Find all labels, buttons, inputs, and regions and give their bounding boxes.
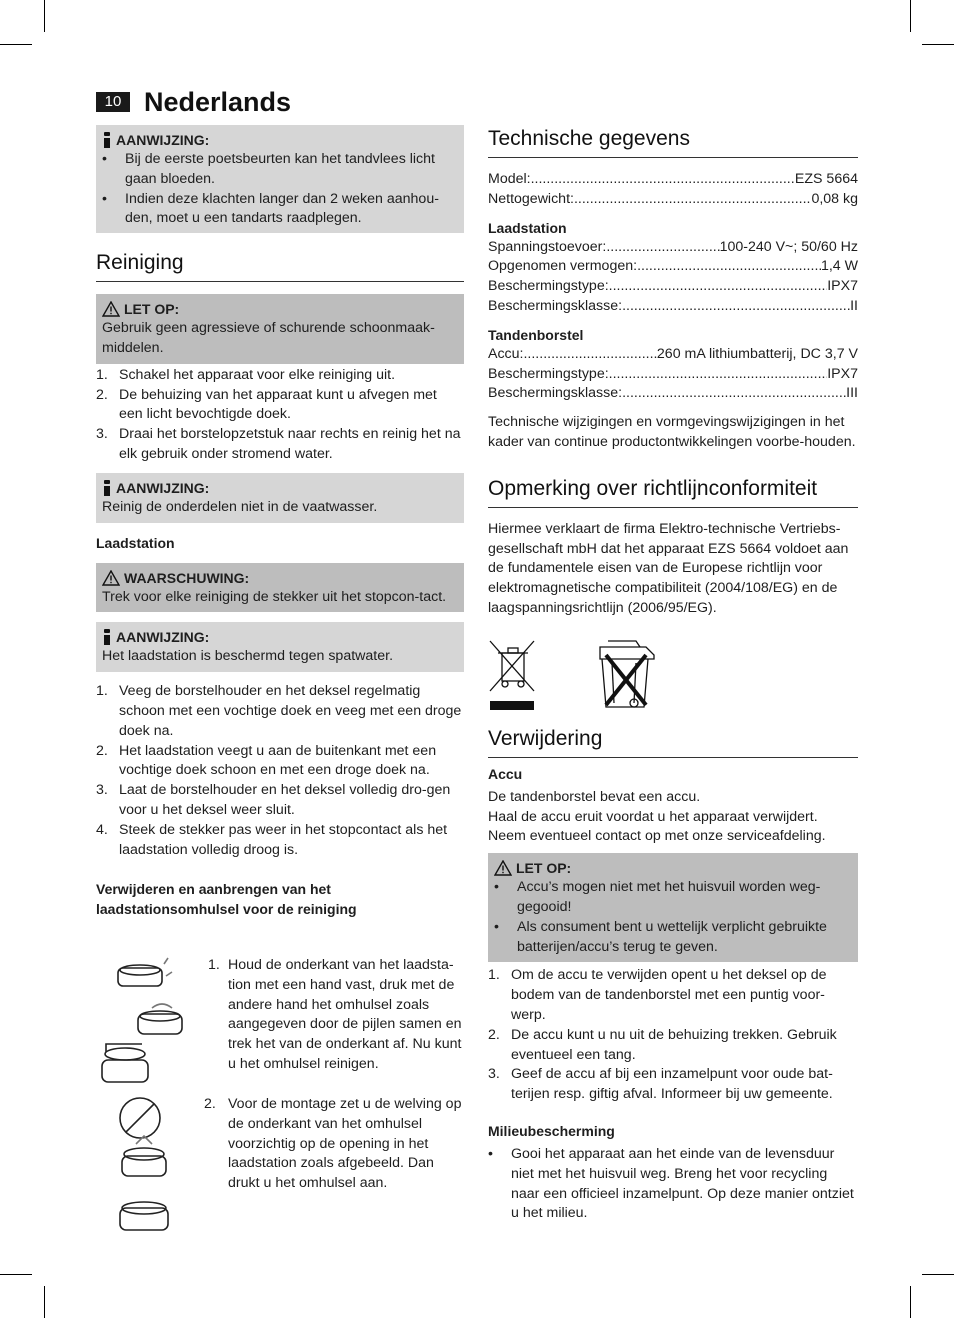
caution-list [494, 878, 852, 957]
accu-line: De tandenborstel bevat een accu. [488, 788, 701, 805]
crop-mark [0, 1274, 32, 1275]
section-heading-technische-gegevens: Technische gegevens [488, 125, 858, 158]
warning-triangle-icon [102, 570, 120, 586]
milieu-list [488, 1145, 858, 1224]
spec-table-tandenborstel [488, 345, 858, 404]
crop-mark [910, 0, 911, 32]
list-item: 2. De accu kunt u nu uit de behuizing trekken. Gebruik eventueel een tang. [488, 1026, 837, 1063]
subheading-milieubescherming: Milieubescherming [488, 1122, 615, 1139]
warning-triangle-icon [102, 301, 120, 317]
list-item: • Indien deze klachten langer dan 2 weken aanhou-den, moet u een tandarts raadplegen. [102, 190, 439, 227]
tech-note: Technische wijzigingen en vormgevingswijzigingen in het kader van continue productontwikkelingen voorbe-houden. [488, 414, 856, 450]
note-box [96, 125, 464, 233]
weee-bin-icon [488, 639, 538, 715]
section-heading-reiniging: Reiniging [96, 249, 464, 282]
charging-station-removal-illustration [96, 956, 196, 1096]
info-icon [102, 130, 112, 150]
note-list [102, 150, 458, 229]
section-heading-verwijdering: Verwijdering [488, 725, 858, 758]
laadstation-steps [96, 682, 464, 860]
spec-table-general [488, 170, 858, 210]
note-box: AANWIJZING: Het laadstation is beschermd tegen spatwater. [96, 622, 464, 672]
list-item: 2. Het laadstation veegt u aan de buitenkant met een vochtige doek schoon en met een droge doek na. [96, 742, 437, 779]
accu-line: Haal de accu eruit voordat u het apparaat verwijdert. [488, 808, 818, 825]
crop-mark [44, 1286, 45, 1318]
spec-row: Accu: ..... 260 mA lithiumbatterij, DC 3,7 V [488, 345, 858, 365]
accu-removal-steps [488, 966, 858, 1105]
note-box: AANWIJZING: Reinig de onderdelen niet in de vaatwasser. [96, 473, 464, 523]
list-item: 1. Om de accu te verwijden opent u het deksel op de bodem van de tandenborstel met een puntig voor-werp. [488, 967, 827, 1023]
info-icon [102, 627, 112, 647]
list-item: 1. Houd de onderkant van het laadsta-tion met een hand vast, druk met de andere hand het omhulsel zoals aangegeven door de pijlen samen en trek het van de onderkant af. Nu kunt u het omhulsel reinigen. [208, 957, 462, 1072]
crop-mark [44, 0, 45, 32]
info-icon [102, 478, 112, 498]
spec-row: Beschermingstype: ..... IPX7 [488, 277, 858, 297]
page-title: Nederlands [144, 87, 292, 117]
note-heading [102, 130, 458, 150]
page-number: 10 [96, 92, 130, 112]
left-column [96, 125, 464, 919]
note-text: Het laadstation is beschermd tegen spatwater. [102, 648, 394, 665]
crop-mark [922, 44, 954, 45]
warning-box: WAARSCHUWING: Trek voor elke reiniging de stekker uit het stopcon-tact. [96, 563, 464, 613]
warning-text: Trek voor elke reiniging de stekker uit het stopcon-tact. [102, 588, 447, 605]
caution-heading: LET OP: [102, 299, 458, 319]
spec-row: Beschermingsklasse: ..... II [488, 297, 858, 317]
subheading-accu: Accu [488, 765, 523, 782]
list-item: • Gooi het apparaat aan het einde van de levensduur niet met het huisvuil weg. Breng het voor recycling naar een officieel inzamelpunt. Op deze manier ontziet u het milieu. [488, 1145, 854, 1222]
list-item: 3. Geef de accu af bij een inzamelpunt voor oude bat-terijen resp. giftig afval. Informeer bij uw gemeente. [488, 1066, 833, 1103]
subheading-omhulsel: Verwijderen en aanbrengen van het laadstationsomhulsel voor de reiniging [96, 881, 357, 918]
accu-line: Neem eventueel contact op met onze serviceafdeling. [488, 828, 826, 845]
spec-row: Spanningstoevoer: ..... 100-240 V~; 50/60 Hz [488, 238, 858, 258]
list-item: • Accu’s mogen niet met het huisvuil worden weg-gegooid! [494, 879, 821, 915]
note-text: Reinig de onderdelen niet in de vaatwasser. [102, 498, 378, 515]
caution-box [96, 294, 464, 364]
list-item: 2. Voor de montage zet u de welving op de onderkant van het omhulsel voorzichtig op de opening in het laadstation zoals afgebeeld. Dan drukt u het omhulsel aan. [204, 1096, 462, 1192]
crop-mark [910, 1286, 911, 1318]
spec-row: Opgenomen vermogen: ..... 1,4 W [488, 257, 858, 277]
right-column [488, 125, 858, 1224]
caution-box: LET OP: • Accu’s mogen niet met het huisvuil worden weg-gegooid! • Als consument bent u wettelijk verplicht gebruikte batterijen/accu’s terug te geven. [488, 853, 858, 962]
battery-bin-icon [594, 637, 656, 713]
spec-row: Beschermingstype: ..... IPX7 [488, 365, 858, 385]
spec-row: Model: ..... EZS 5664 [488, 170, 858, 190]
section-heading-conformiteit: Opmerking over richtlijnconformiteit [488, 475, 858, 508]
note-label: AANWIJZING: [116, 132, 210, 148]
list-item: 2. De behuizing van het apparaat kunt u afvegen met een licht bevochtigde doek. [96, 386, 437, 423]
disposal-symbols [488, 635, 858, 719]
charging-station-mounting-illustration [96, 1096, 196, 1242]
list-item: 4. Steek de stekker pas weer in het stopcontact als het laadstation volledig droog is. [96, 821, 448, 858]
caution-text: Gebruik geen agressieve of schurende schoonmaak-middelen. [102, 320, 435, 356]
list-item: • Bij de eerste poetsbeurten kan het tandvlees licht gaan bloeden. [102, 151, 435, 187]
spec-row: Beschermingsklasse: ..... III [488, 384, 858, 404]
list-item: 1. Schakel het apparaat voor elke reiniging uit. [96, 366, 396, 383]
spec-row: Nettogewicht: ..... 0,08 kg [488, 190, 858, 210]
crop-mark [0, 44, 32, 45]
list-item: 3. Draai het borstelopzetstuk naar rechts en reinig het na elk gebruik onder stromend water. [96, 426, 461, 462]
spec-table-laadstation [488, 238, 858, 317]
conformity-text: Hiermee verklaart de firma Elektro-technische Vertriebs-gesellschaft mbH dat het apparaat EZS 5664 voldoet aan de fundamentele eisen van de Europese richtlijn voor elektromagnetische compatibiliteit (2004/108/EG) en de laagspanningsrichtlijn (2006/95/EG). [488, 520, 849, 616]
list-item: 3. Laat de borstelhouder en het deksel volledig dro-gen voor u het deksel weer sluit. [96, 782, 451, 818]
list-item: 1. Veeg de borstelhouder en het deksel regelmatig schoon met een vochtige doek en veeg met een droge doek na. [96, 683, 462, 739]
page-header [96, 84, 496, 120]
subheading-tandenborstel-specs: Tandenborstel [488, 326, 584, 343]
subheading-laadstation: Laadstation [96, 534, 175, 551]
cleaning-steps [96, 366, 464, 465]
warning-triangle-icon [494, 860, 512, 876]
omhulsel-step-1 [208, 956, 468, 1075]
omhulsel-step-2 [204, 1095, 464, 1194]
list-item: • Als consument bent u wettelijk verplicht gebruikte batterijen/accu’s terug te geven. [494, 918, 827, 955]
subheading-laadstation-specs: Laadstation [488, 219, 567, 236]
crop-mark [922, 1274, 954, 1275]
